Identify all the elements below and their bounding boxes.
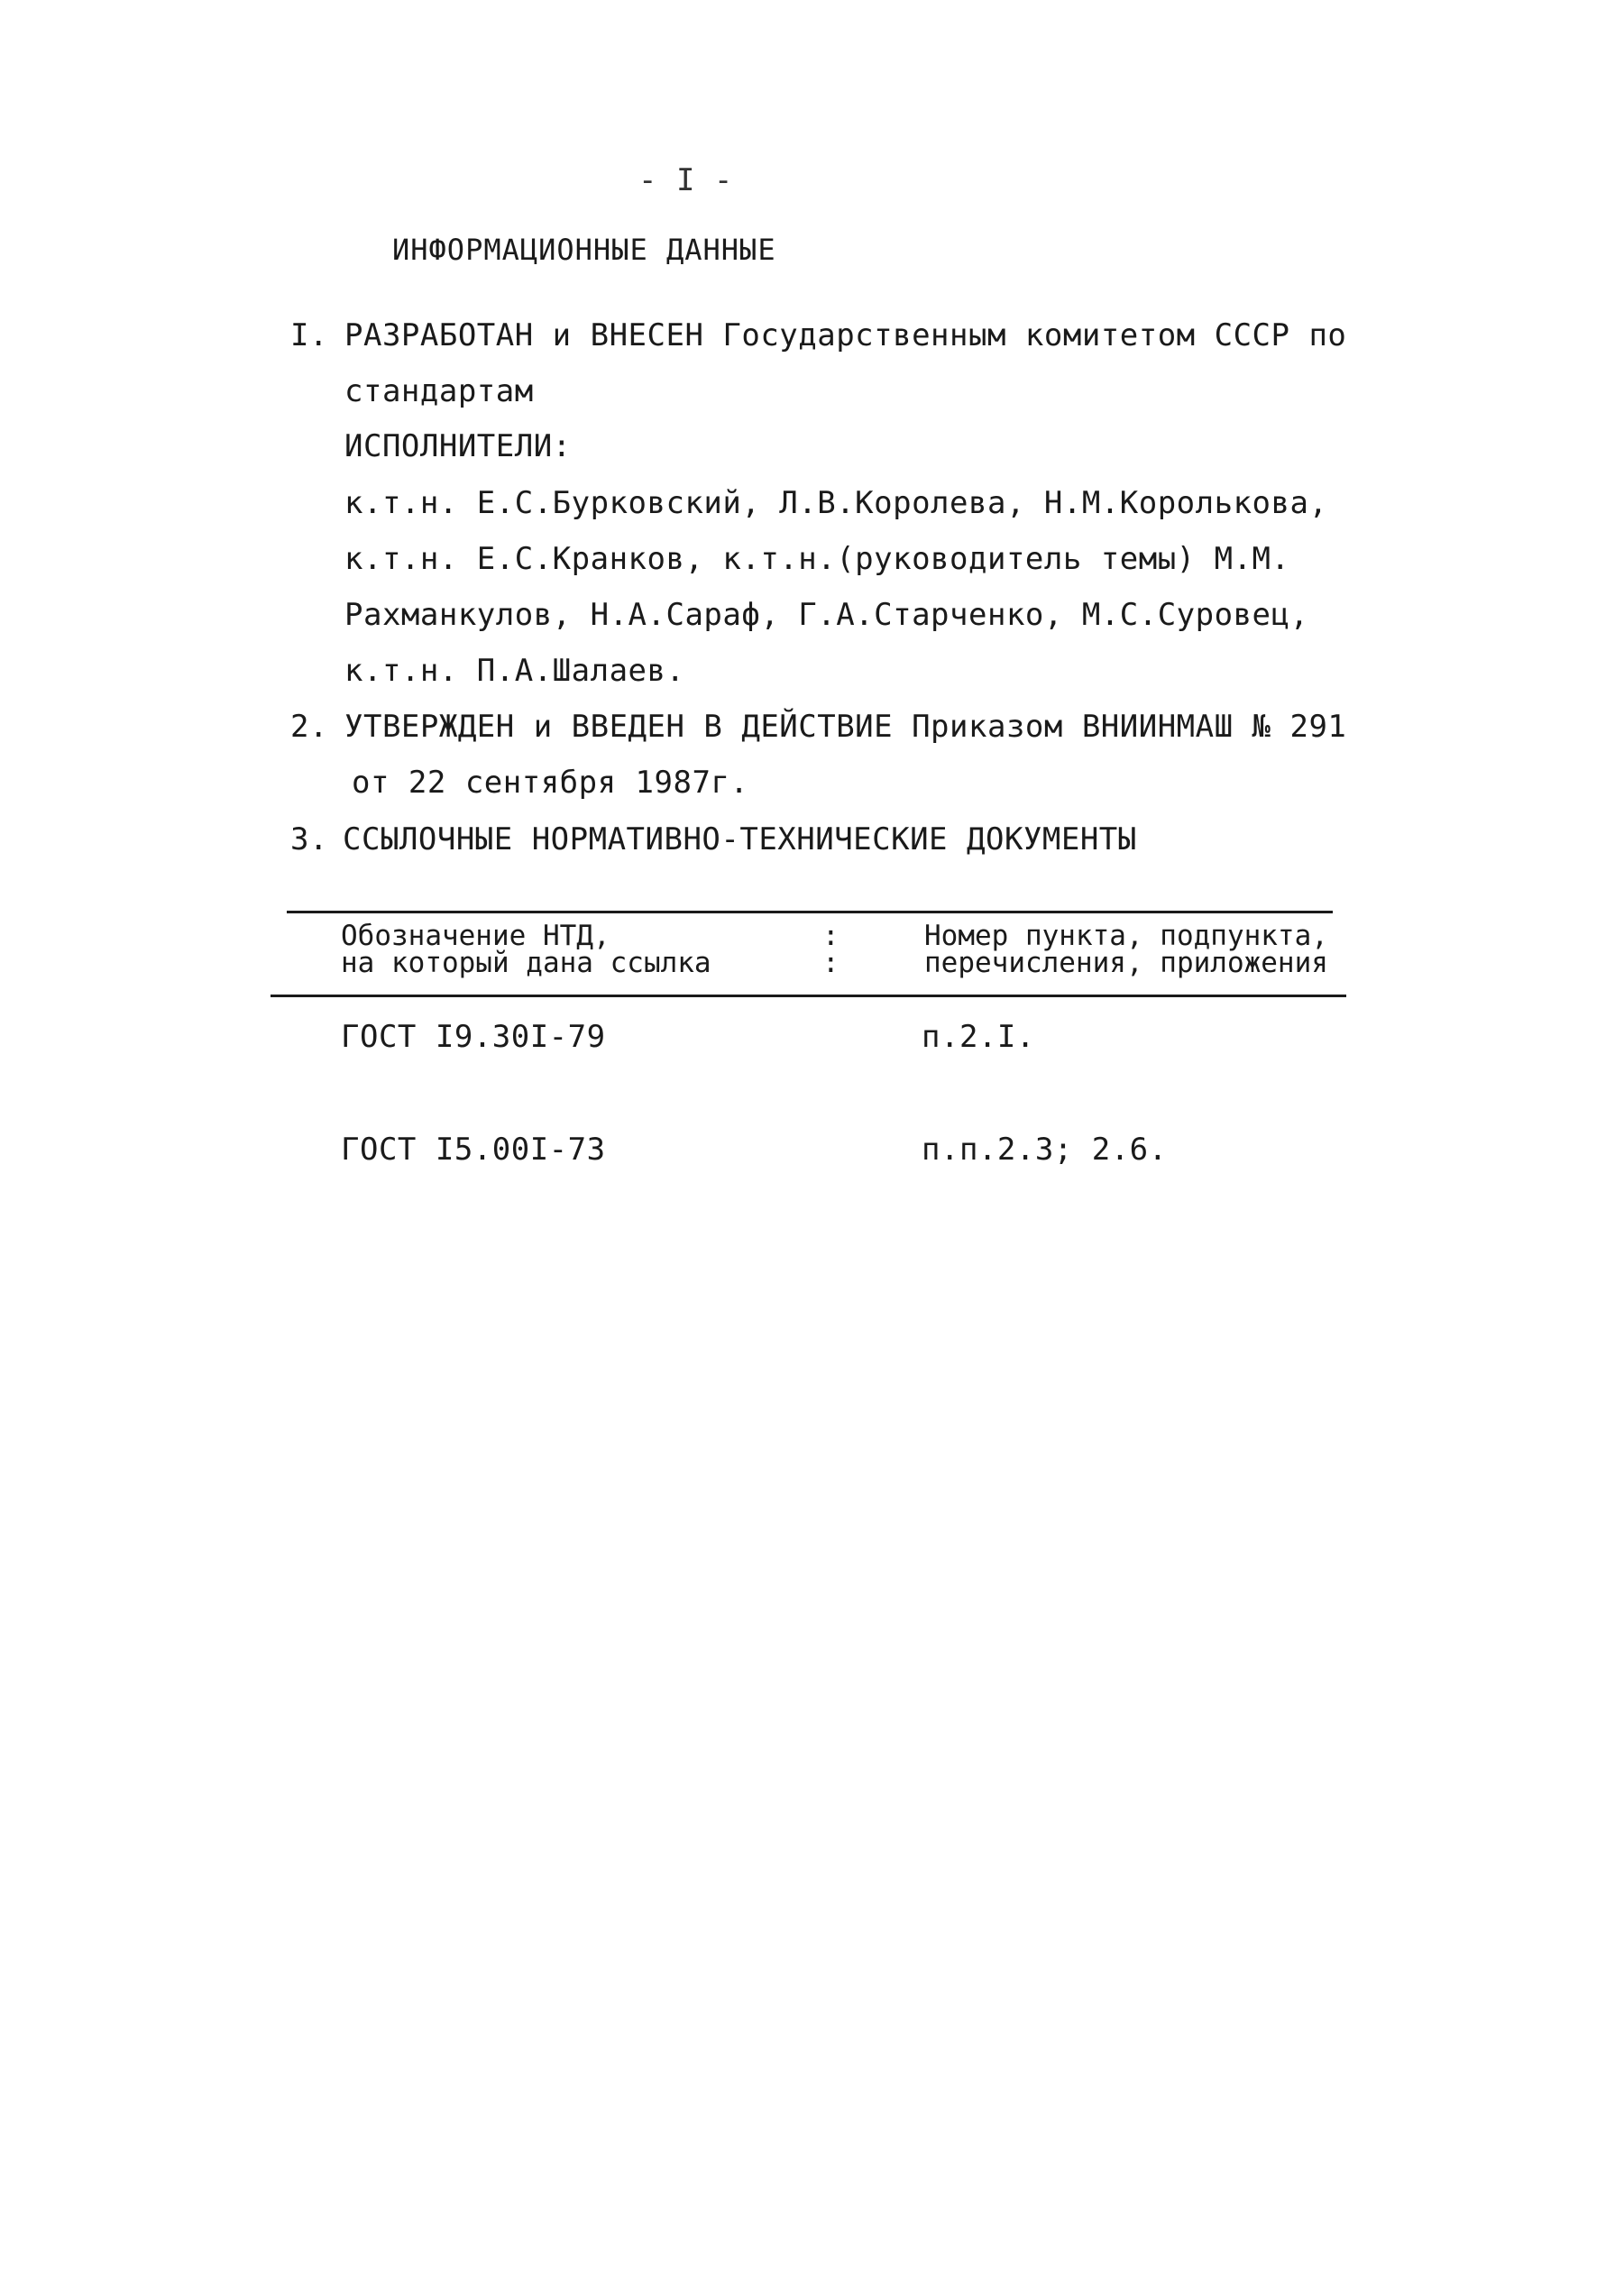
table-cell-document: ГОСТ I5.00I-73 [341, 1132, 606, 1168]
table-top-rule [287, 911, 1333, 913]
page-number: - I - [638, 162, 733, 198]
table-header-rule [271, 995, 1346, 997]
table-header-separator: : [822, 920, 840, 952]
item-text-line: ССЫЛОЧНЫЕ НОРМАТИВНО-ТЕХНИЧЕСКИЕ ДОКУМЕНТЫ [343, 821, 1137, 857]
table-cell-document: ГОСТ I9.30I-79 [341, 1019, 606, 1055]
item-text-line: к.т.н. Е.С.Кранков, к.т.н.(руководитель темы) М.М. [344, 541, 1290, 577]
item-text-line: ИСПОЛНИТЕЛИ: [344, 428, 572, 464]
item-text-line: к.т.н. Е.С.Бурковский, Л.В.Королева, Н.М.Королькова, [344, 485, 1328, 521]
table-header-separator: : [822, 947, 840, 979]
item-number: 2. [290, 709, 328, 745]
document-title: ИНФОРМАЦИОННЫЕ ДАННЫЕ [392, 233, 776, 267]
table-header-reference: перечисления, приложения [924, 947, 1328, 979]
item-number: I. [290, 317, 328, 353]
item-text-line: к.т.н. П.А.Шалаев. [344, 653, 685, 689]
item-text-line: РАЗРАБОТАН и ВНЕСЕН Государственным комитетом СССР по [344, 317, 1347, 353]
item-text-line: стандартам [344, 373, 534, 409]
item-text-line: Рахманкулов, Н.А.Сараф, Г.А.Старченко, М.С.Суровец, [344, 597, 1309, 633]
table-header-designation: Обозначение НТД, [341, 920, 610, 952]
table-header-designation: на который дана ссылка [341, 947, 711, 979]
table-cell-reference: п.2.I. [922, 1019, 1035, 1055]
item-text-line: от 22 сентября 1987г. [352, 765, 749, 801]
item-number: 3. [290, 821, 328, 857]
item-text-line: УТВЕРЖДЕН и ВВЕДЕН В ДЕЙСТВИЕ Приказом ВНИИНМАШ № 291 [344, 709, 1347, 745]
table-cell-reference: п.п.2.3; 2.6. [922, 1132, 1168, 1168]
table-header-reference: Номер пункта, подпункта, [924, 920, 1328, 952]
